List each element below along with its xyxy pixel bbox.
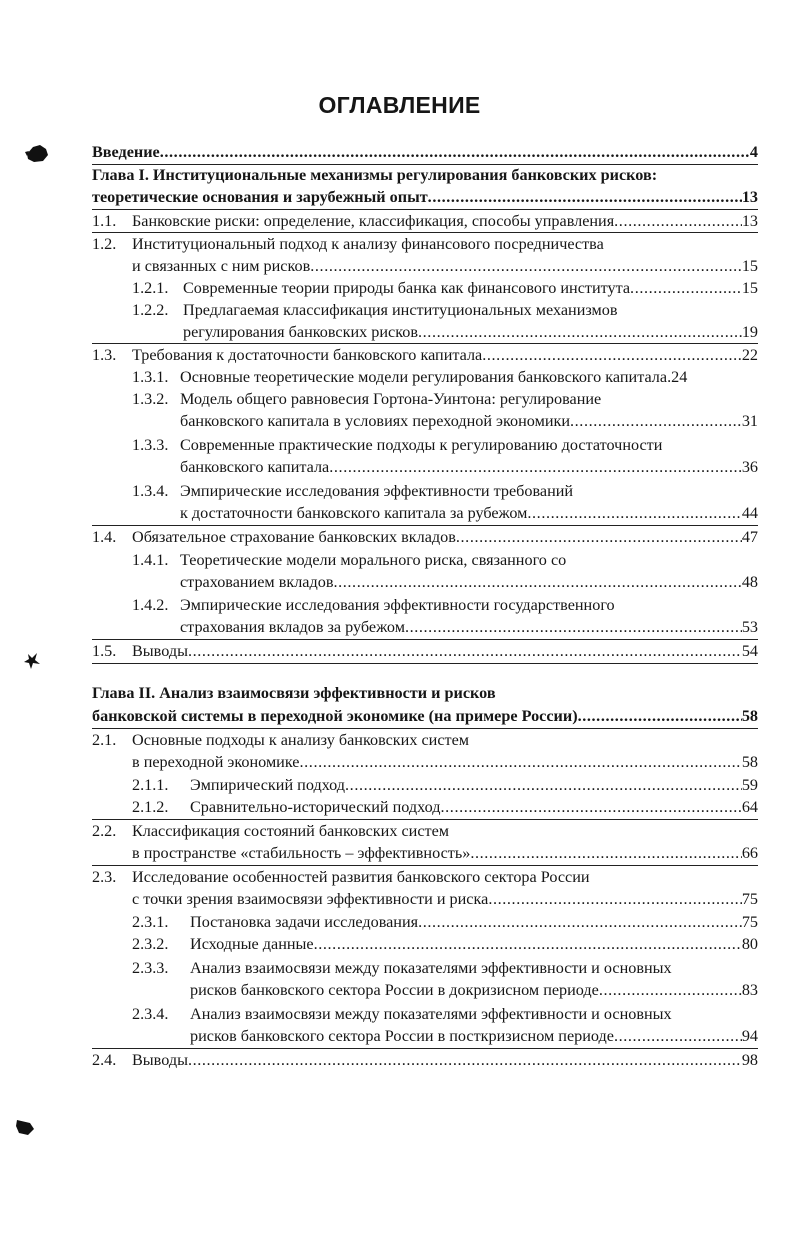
toc-entry-text: Банковские риски: определение, классификация, способы управления bbox=[132, 212, 615, 230]
toc-entry-1-3-2-title bbox=[180, 388, 758, 410]
toc-page-number: 94 bbox=[741, 1027, 758, 1045]
toc-section-number: 1.2. bbox=[92, 235, 117, 253]
toc-entry-2-1 bbox=[132, 751, 758, 773]
toc-chapter-1-title bbox=[92, 164, 758, 186]
toc-page-number: 58 bbox=[741, 707, 758, 725]
dot-leader bbox=[333, 571, 741, 593]
toc-section-number: 1.5. bbox=[92, 642, 117, 660]
toc-section-number: 2.3.4. bbox=[132, 1005, 169, 1023]
toc-entry-1-2-2-title bbox=[183, 299, 758, 321]
toc-entry-text: Современные практические подходы к регулированию достаточности bbox=[180, 436, 663, 454]
toc-entry-2-1-2 bbox=[190, 796, 758, 818]
toc-page-number: 64 bbox=[741, 798, 758, 816]
toc-entry-1-2-1 bbox=[183, 277, 758, 299]
toc-entry-text: Выводы bbox=[132, 642, 188, 660]
toc-entry-text: Эмпирические исследования эффективности государственного bbox=[180, 596, 615, 614]
toc-page-number: 13 bbox=[741, 188, 758, 206]
toc-section-number: 1.2.1. bbox=[132, 279, 169, 297]
toc-entry-text: Основные подходы к анализу банковских систем bbox=[132, 731, 470, 749]
toc-page-number: 4 bbox=[749, 143, 758, 161]
toc-section-number: 1.3.4. bbox=[132, 482, 169, 500]
dot-leader bbox=[405, 616, 742, 638]
toc-page-number: 36 bbox=[741, 458, 758, 476]
toc-section-number: 1.4.2. bbox=[132, 596, 169, 614]
toc-entry-1-5 bbox=[132, 640, 758, 662]
toc-entry-text: Эмпирические исследования эффективности требований bbox=[180, 482, 574, 500]
toc-entry-2-3-2 bbox=[190, 933, 758, 955]
toc-page-number: 47 bbox=[741, 528, 758, 546]
toc-entry-2-3-3-title bbox=[190, 957, 758, 979]
toc-entry-text: банковской системы в переходной экономике (на примере России) bbox=[92, 707, 578, 725]
divider bbox=[92, 663, 758, 664]
toc-chapter-2-title bbox=[92, 682, 758, 704]
toc-entry-text: к достаточности банковского капитала за рубежом bbox=[180, 504, 528, 522]
toc-entry-text: Требования к достаточности банковского капитала bbox=[132, 346, 483, 364]
dot-leader bbox=[441, 796, 742, 818]
toc-section-number: 2.4. bbox=[92, 1051, 117, 1069]
toc-entry-text: Обязательное страхование банковских вкладов bbox=[132, 528, 456, 546]
toc-entry-2-3-1 bbox=[190, 911, 758, 933]
dot-leader bbox=[345, 774, 742, 796]
toc-entry-text: Глава I. Институциональные механизмы регулирования банковских рисков: bbox=[92, 166, 658, 184]
toc-section-number: 2.3.3. bbox=[132, 959, 169, 977]
toc-entry-text: страхованием вкладов bbox=[180, 573, 334, 591]
toc-section-number: 1.3.1. bbox=[132, 368, 169, 386]
dot-leader bbox=[614, 1025, 742, 1047]
dot-leader bbox=[188, 1049, 742, 1071]
toc-entry-1-2-2 bbox=[183, 321, 758, 343]
toc-chapter-1 bbox=[92, 186, 758, 208]
toc-entry-text: в переходной экономике bbox=[132, 753, 300, 771]
toc-page-number: 53 bbox=[741, 618, 758, 636]
toc-entry-text: рисков банковского сектора России в посткризисном периоде bbox=[190, 1027, 614, 1045]
toc-page-number: 31 bbox=[741, 412, 758, 430]
toc-entry-text: Современные теории природы банка как финансового института bbox=[183, 279, 631, 297]
toc-entry-text: Исследование особенностей развития банковского сектора России bbox=[132, 868, 590, 886]
ink-blot-icon bbox=[22, 650, 42, 672]
toc-entry-1-3-3 bbox=[180, 456, 758, 478]
toc-page-number: 98 bbox=[741, 1051, 758, 1069]
toc-entry-text: Теоретические модели морального риска, связанного со bbox=[180, 551, 567, 569]
dot-leader bbox=[614, 210, 742, 232]
toc-entry-text: теоретические основания и зарубежный опыт bbox=[92, 188, 428, 206]
dot-leader bbox=[488, 888, 742, 910]
toc-page-number: 80 bbox=[741, 935, 758, 953]
toc-section-number: 2.1.2. bbox=[132, 798, 169, 816]
toc-page-number: 22 bbox=[741, 346, 758, 364]
toc-section-number: 1.4. bbox=[92, 528, 117, 546]
toc-section-number: 1.3. bbox=[92, 346, 117, 364]
toc-page-number: 44 bbox=[741, 504, 758, 522]
ink-blot-icon bbox=[14, 1117, 36, 1139]
toc-entry-1-4-1-title bbox=[180, 549, 758, 571]
toc-entry-text: банковского капитала в условиях переходной экономики bbox=[180, 412, 571, 430]
toc-page-number: 75 bbox=[741, 890, 758, 908]
toc-entry-1-4-2-title bbox=[180, 594, 758, 616]
dot-leader bbox=[456, 526, 742, 548]
toc-entry-2-2-title bbox=[132, 820, 758, 842]
toc-entry-1-4 bbox=[132, 526, 758, 548]
toc-page-number: 13 bbox=[741, 212, 758, 230]
toc-page-number: 54 bbox=[741, 642, 758, 660]
toc-entry-2-3-title bbox=[132, 866, 758, 888]
toc-page-number: 19 bbox=[741, 323, 758, 341]
dot-leader bbox=[470, 842, 742, 864]
dot-leader bbox=[300, 751, 742, 773]
toc-entry-text: Исходные данные bbox=[190, 935, 314, 953]
toc-entry-1-3-4-title bbox=[180, 480, 758, 502]
toc-entry-2-2 bbox=[132, 842, 758, 864]
toc-entry-2-3-3 bbox=[190, 979, 758, 1001]
toc-entry-text: Анализ взаимосвязи между показателями эффективности и основных bbox=[190, 959, 672, 977]
toc-chapter-2 bbox=[92, 705, 758, 727]
ink-blot-icon bbox=[24, 143, 50, 165]
toc-page-number: 15 bbox=[741, 257, 758, 275]
dot-leader bbox=[527, 502, 741, 524]
toc-entry-1-2-title bbox=[132, 233, 758, 255]
toc-entry-text: и связанных с ним рисков bbox=[132, 257, 311, 275]
toc-page-number: 48 bbox=[741, 573, 758, 591]
toc-section-number: 2.3.2. bbox=[132, 935, 169, 953]
toc-entry-text: с точки зрения взаимосвязи эффективности и риска bbox=[132, 890, 489, 908]
toc-page-number: 58 bbox=[741, 753, 758, 771]
dot-leader bbox=[314, 933, 742, 955]
toc-entry-text: страхования вкладов за рубежом bbox=[180, 618, 405, 636]
toc-entry-text: Сравнительно-исторический подход bbox=[190, 798, 441, 816]
toc-section-number: 2.1. bbox=[92, 731, 117, 749]
toc-entry-text: Основные теоретические модели регулирования банковского капитала. bbox=[180, 368, 672, 386]
dot-leader bbox=[310, 255, 742, 277]
toc-section-number: 1.1. bbox=[92, 212, 117, 230]
toc-entry-text: Эмпирический подход bbox=[190, 776, 346, 794]
toc-page-number: 66 bbox=[741, 844, 758, 862]
toc-entry-text: Институциональный подход к анализу финансового посредничества bbox=[132, 235, 604, 253]
toc-entry-1-2 bbox=[132, 255, 758, 277]
dot-leader bbox=[160, 141, 750, 163]
dot-leader bbox=[578, 705, 742, 727]
dot-leader bbox=[418, 911, 742, 933]
toc-entry-intro bbox=[92, 141, 758, 163]
toc-entry-1-1 bbox=[132, 210, 758, 232]
toc-entry-2-1-title bbox=[132, 729, 758, 751]
toc-entry-1-3-4 bbox=[180, 502, 758, 524]
toc-section-number: 1.3.2. bbox=[132, 390, 169, 408]
toc-page-number: 59 bbox=[741, 776, 758, 794]
toc-entry-text: рисков банковского сектора России в докризисном периоде bbox=[190, 981, 599, 999]
toc-page-number: 75 bbox=[741, 913, 758, 931]
toc-entry-1-3-3-title bbox=[180, 434, 758, 456]
toc-entry-text: Модель общего равновесия Гортона-Уинтона: регулирование bbox=[180, 390, 602, 408]
toc-page-number: 15 bbox=[741, 279, 758, 297]
toc-entry-text: регулирования банковских рисков bbox=[183, 323, 419, 341]
toc-entry-2-1-1 bbox=[190, 774, 758, 796]
page-title: ОГЛАВЛЕНИЕ bbox=[318, 92, 481, 118]
toc-entry-1-3-1 bbox=[180, 366, 758, 388]
toc-entry-1-3 bbox=[132, 344, 758, 366]
toc-entry-2-3-4-title bbox=[190, 1003, 758, 1025]
toc-entry-2-4 bbox=[132, 1049, 758, 1071]
toc-section-number: 2.3. bbox=[92, 868, 117, 886]
toc-section-number: 2.2. bbox=[92, 822, 117, 840]
toc-section-number: 1.4.1. bbox=[132, 551, 169, 569]
toc-entry-text: Введение bbox=[92, 143, 160, 161]
toc-entry-1-3-2 bbox=[180, 410, 758, 432]
toc-entry-text: Предлагаемая классификация институциональных механизмов bbox=[183, 301, 618, 319]
toc-entry-text: Глава II. Анализ взаимосвязи эффективности и рисков bbox=[92, 684, 496, 702]
toc-entry-text: Анализ взаимосвязи между показателями эффективности и основных bbox=[190, 1005, 672, 1023]
toc-section-number: 1.2.2. bbox=[132, 301, 169, 319]
dot-leader bbox=[630, 277, 742, 299]
toc-entry-1-4-2 bbox=[180, 616, 758, 638]
dot-leader bbox=[428, 186, 742, 208]
toc-page-number: 24 bbox=[671, 368, 688, 386]
dot-leader bbox=[599, 979, 742, 1001]
dot-leader bbox=[329, 456, 742, 478]
toc-entry-1-4-1 bbox=[180, 571, 758, 593]
dot-leader bbox=[418, 321, 742, 343]
dot-leader bbox=[482, 344, 742, 366]
dot-leader bbox=[188, 640, 742, 662]
toc-section-number: 2.1.1. bbox=[132, 776, 169, 794]
toc-entry-text: Постановка задачи исследования bbox=[190, 913, 419, 931]
toc-entry-text: Классификация состояний банковских систем bbox=[132, 822, 450, 840]
toc-page-number: 83 bbox=[741, 981, 758, 999]
toc-entry-2-3 bbox=[132, 888, 758, 910]
toc-entry-2-3-4 bbox=[190, 1025, 758, 1047]
toc-entry-text: Выводы bbox=[132, 1051, 188, 1069]
toc-section-number: 2.3.1. bbox=[132, 913, 169, 931]
dot-leader bbox=[570, 410, 742, 432]
toc-entry-text: банковского капитала bbox=[180, 458, 330, 476]
toc-section-number: 1.3.3. bbox=[132, 436, 169, 454]
toc-entry-text: в пространстве «стабильность – эффективность» bbox=[132, 844, 471, 862]
